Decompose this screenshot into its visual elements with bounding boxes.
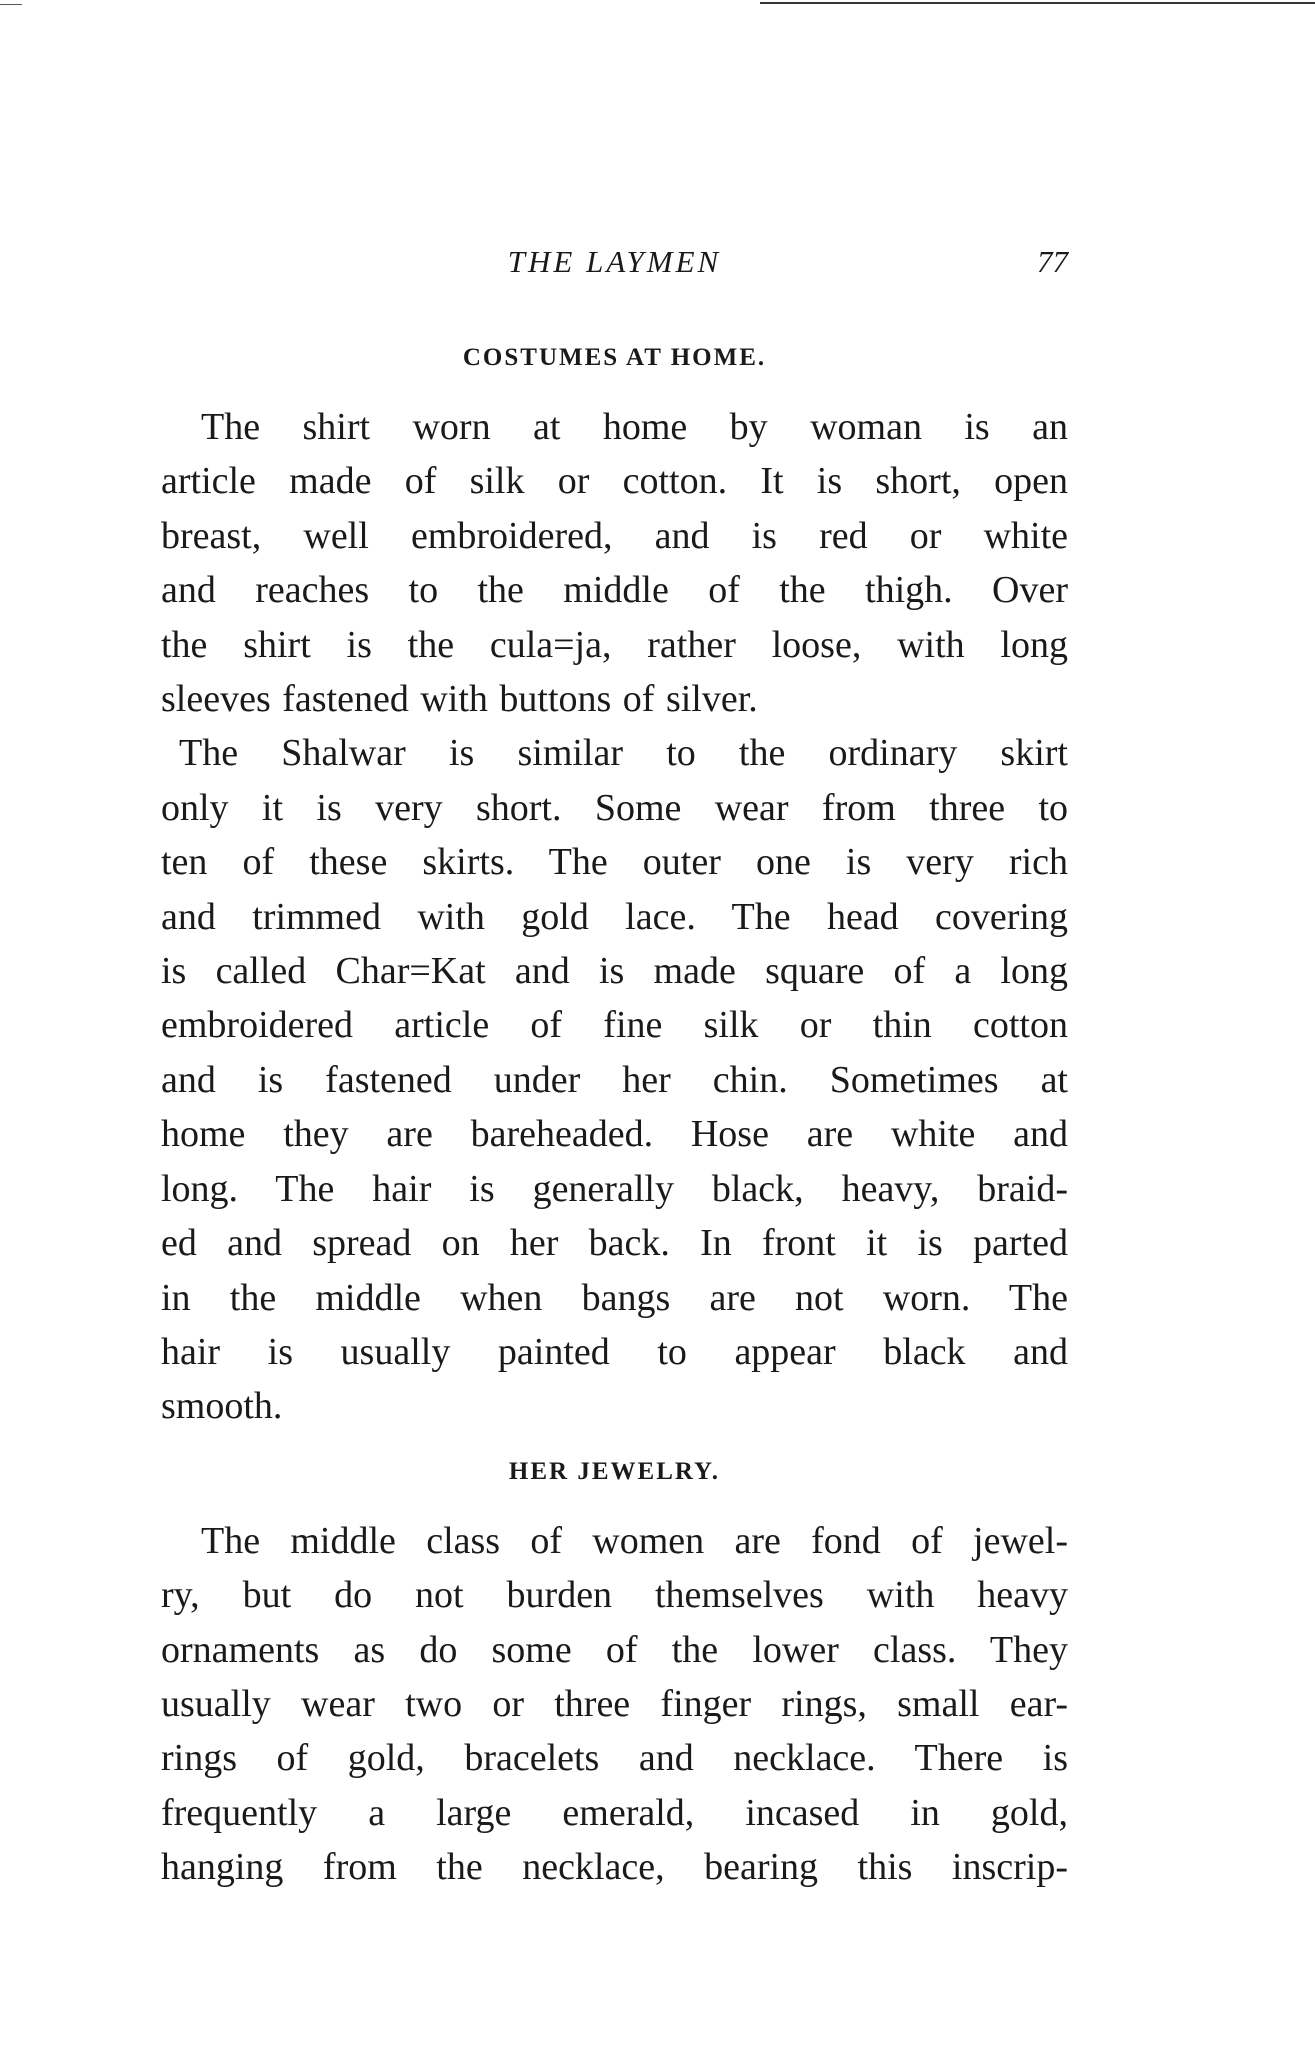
paragraph-shirt xyxy=(161,400,1068,726)
section-heading-jewelry: HER JEWELRY. xyxy=(508,1457,721,1485)
running-title: THE LAYMEN xyxy=(507,244,722,279)
text-line: The shirt worn at home by woman is an xyxy=(201,406,1068,448)
book-page xyxy=(161,244,1068,1895)
paragraph-shalwar xyxy=(161,726,1068,1433)
scan-edge-mark xyxy=(0,4,22,5)
text-line: ed and spread on her back. In front it is parted xyxy=(161,1222,1068,1265)
text-line: The Shalwar is similar to the ordinary skirt xyxy=(179,732,1068,775)
text-line: usually wear two or three finger rings, small ear- xyxy=(161,1682,1068,1725)
text-line: only it is very short. Some wear from three to xyxy=(161,786,1068,829)
text-line: hair is usually painted to appear black and xyxy=(161,1330,1068,1373)
scan-top-rule xyxy=(760,2,1315,4)
text-line: is called Char=Kat and is made square of a long xyxy=(161,950,1068,993)
text-line: sleeves fastened with buttons of silver. xyxy=(161,678,758,721)
text-line: The middle class of women are fond of jewel- xyxy=(201,1519,1068,1562)
text-line: rings of gold, bracelets and necklace. There is xyxy=(161,1737,1068,1780)
text-line: breast, well embroidered, and is red or white xyxy=(161,514,1068,557)
running-head xyxy=(161,244,1068,294)
text-line: and trimmed with gold lace. The head covering xyxy=(161,895,1068,938)
text-line: home they are bareheaded. Hose are white and xyxy=(161,1113,1068,1156)
text-line: ornaments as do some of the lower class. They xyxy=(161,1628,1068,1671)
section-heading-costumes: COSTUMES AT HOME. xyxy=(462,344,767,371)
paragraph-jewelry xyxy=(161,1514,1068,1895)
page-number: 77 xyxy=(1037,244,1068,279)
text-line: frequently a large emerald, incased in gold, xyxy=(161,1791,1068,1834)
text-line: ry, but do not burden themselves with heavy xyxy=(161,1574,1068,1617)
text-line: article made of silk or cotton. It is short, open xyxy=(161,460,1068,503)
text-line: the shirt is the cula=ja, rather loose, with long xyxy=(161,623,1068,666)
text-line: and is fastened under her chin. Sometimes at xyxy=(161,1058,1068,1101)
text-line: long. The hair is generally black, heavy, braid- xyxy=(161,1167,1068,1210)
text-line: ten of these skirts. The outer one is very rich xyxy=(161,841,1068,884)
text-line: embroidered article of fine silk or thin cotton xyxy=(161,1004,1068,1047)
text-line: hanging from the necklace, bearing this inscrip- xyxy=(161,1846,1068,1889)
text-line: in the middle when bangs are not worn. The xyxy=(161,1276,1068,1319)
text-line: and reaches to the middle of the thigh. Over xyxy=(161,569,1068,612)
text-line: smooth. xyxy=(161,1385,283,1428)
